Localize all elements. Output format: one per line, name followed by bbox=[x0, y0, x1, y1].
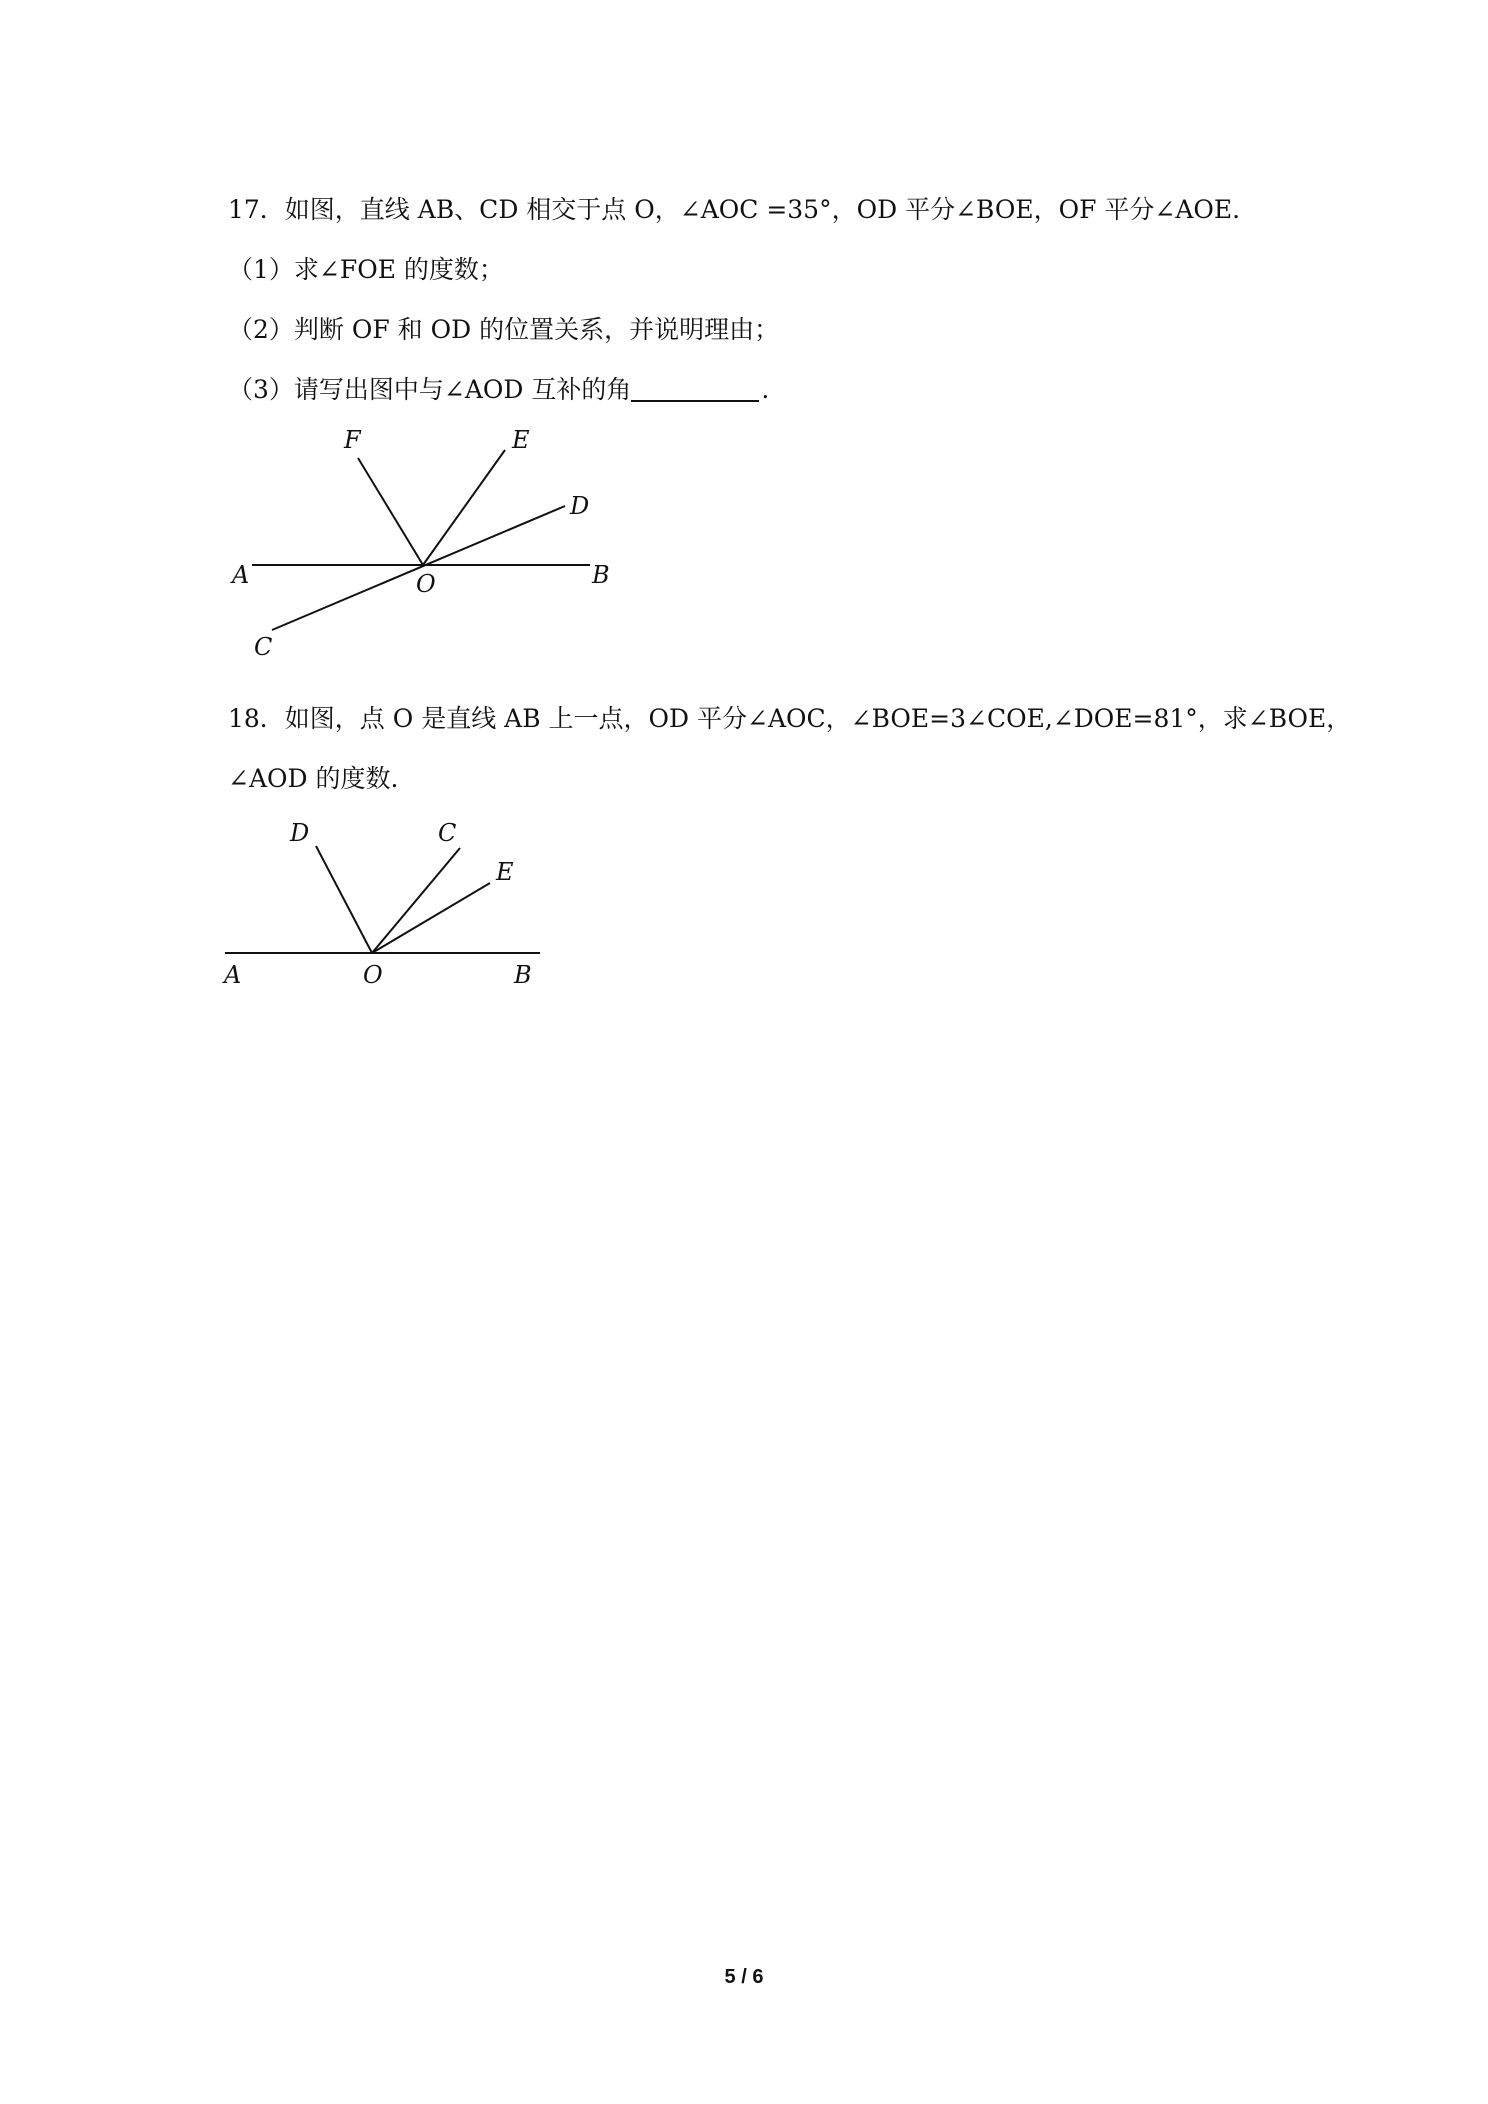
label-A: A bbox=[224, 961, 242, 988]
label-C: C bbox=[254, 633, 273, 661]
label-E: E bbox=[496, 858, 514, 886]
q17-part3-end: . bbox=[761, 375, 770, 404]
ray-OD bbox=[316, 846, 372, 953]
q17-part1: （1）求∠FOE 的度数； bbox=[228, 255, 504, 284]
page-number: 5 / 6 bbox=[724, 1966, 764, 1988]
label-D: D bbox=[570, 492, 590, 520]
answer-blank[interactable] bbox=[631, 376, 759, 402]
label-B: B bbox=[592, 561, 610, 589]
label-O: O bbox=[363, 961, 383, 988]
label-E: E bbox=[512, 426, 530, 454]
q18-figure bbox=[220, 808, 560, 992]
q17-part3-text: （3）请写出图中与∠AOD 互补的角 bbox=[228, 375, 632, 404]
q18-stem-line1: 18．如图，点 O 是直线 AB 上一点，OD 平分∠AOC，∠BOE=3∠COE,∠DOE=81°，求∠BOE， bbox=[228, 704, 1352, 733]
line-CD bbox=[272, 506, 565, 630]
q17-part3 bbox=[228, 373, 769, 407]
q17-figure bbox=[220, 420, 640, 674]
label-F: F bbox=[344, 426, 361, 454]
label-D: D bbox=[290, 819, 310, 847]
label-A: A bbox=[232, 561, 250, 589]
ray-OF bbox=[358, 458, 423, 565]
label-C: C bbox=[438, 819, 457, 847]
q17-stem: 17．如图，直线 AB、CD 相交于点 O，∠AOC =35°，OD 平分∠BOE，OF 平分∠AOE. bbox=[228, 195, 1241, 224]
label-B: B bbox=[514, 961, 532, 988]
q18-stem-line2: ∠AOD 的度数. bbox=[228, 764, 399, 793]
q17-part2: （2）判断 OF 和 OD 的位置关系，并说明理由； bbox=[228, 315, 780, 344]
ray-OC bbox=[372, 848, 460, 953]
ray-OE bbox=[372, 883, 490, 953]
label-O: O bbox=[416, 570, 436, 598]
